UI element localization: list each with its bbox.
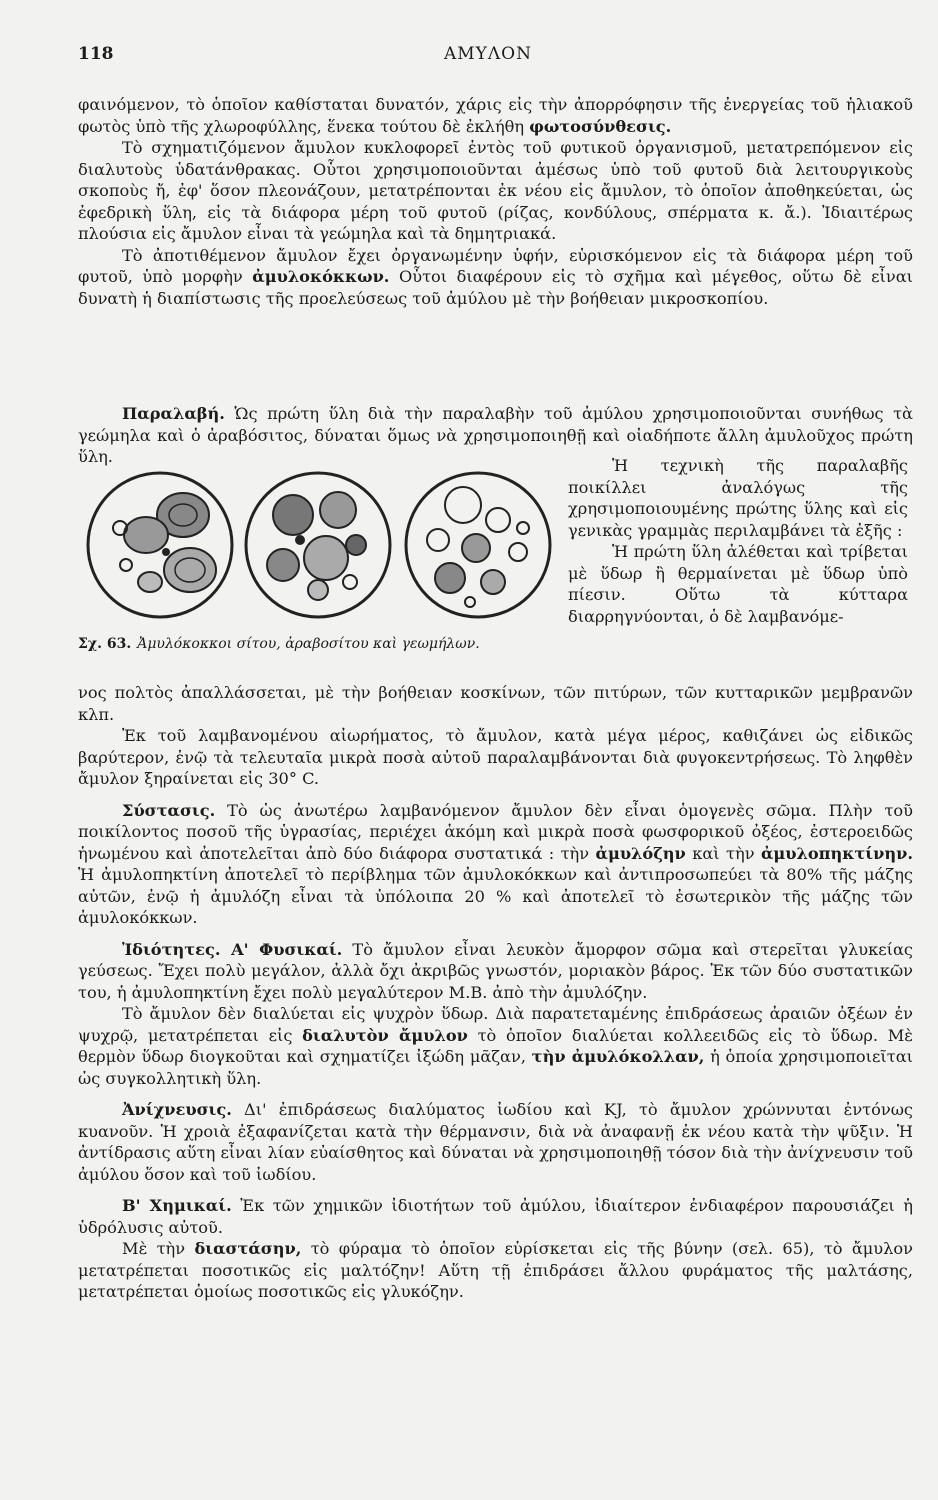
running-title: ΑΜΥΛΟΝ: [444, 44, 532, 64]
paragraph: Ἡ πρώτη ὕλη ἀλέθεται καὶ τρίβεται μὲ ὕδωρ ἢ θερμαίνεται μὲ ὕδωρ ὑπὸ πίεσιν. Οὕτω τὰ κύτταρα διαρρηγνύονται, ὁ δὲ λαμβανόμε-: [568, 542, 908, 626]
text-run: καὶ τὴν: [685, 843, 761, 863]
text-run: Οὗτοι διαφέρουν εἰς τὸ σχῆμα καὶ μέγεθος, οὕτω δὲ εἶναι δυνατὴ ἡ διαπίστωσις τῆς προελεύσεως τοῦ ἀμύλου μὲ τὴν βοήθειαν μικροσκοπίου.: [78, 267, 913, 308]
text-run: Τὸ ἄμυλον δὲν διαλύεται εἰς ψυχρὸν ὕδωρ. Διὰ παρατεταμένης ἐπιδράσεως ἀραιῶν ὀξέων ἐν ψυχρῷ, μετατρέπεται εἰς: [78, 1004, 913, 1045]
text-run: Ἡ ἀμυλοπηκτίνη ἀποτελεῖ τὸ περίβλημα τῶν ἀμυλοκόκκων καὶ ἀντιπροσωπεύει τὰ 80% τῆς μάζης αὐτῶν, ἐνῷ ἡ ἀμυλόζη εἶναι τὰ ὑπόλοιπα 20 % καὶ ἀποτελεῖ τὸ ἐσωτερικὸν τῆς μάζης τῶν ἀμυλοκόκκων.: [78, 865, 913, 927]
term: ἀμυλόζην: [595, 843, 686, 863]
side-column: [568, 455, 908, 627]
paragraph: Ἡ τεχνικὴ τῆς παραλαβῆς ποικίλλει ἀναλόγως τῆς χρησιμοποιουμένης πρώτης ὕλης καὶ εἰς γενικὰς γραμμὰς περιλαμβάνει τὰ ἑξῆς :: [568, 456, 908, 540]
potato-granules-circle: [406, 473, 550, 617]
paragraph: [78, 94, 913, 137]
main-continued: [78, 682, 913, 1303]
term: φωτοσύνθεσις.: [529, 116, 672, 136]
section-heading: Παραλαβή.: [122, 404, 225, 423]
detection-section: [78, 1099, 913, 1185]
paragraph: νος πολτὸς ἀπαλλάσσεται, μὲ τὴν βοήθειαν κοσκίνων, τῶν πιτύρων, τῶν κυτταρικῶν μεμβρανῶν κλπ.: [78, 683, 913, 724]
figure-63: [78, 470, 568, 670]
term: διαλυτὸν ἄμυλον: [302, 1025, 468, 1045]
paragraph: Τὸ σχηματιζόμενον ἄμυλον κυκλοφορεῖ ἐντὸς τοῦ φυτικοῦ ὀργανισμοῦ, μετατρεπόμενον εἰς διαλυτοὺς ὑδατάνθρακας. Οὗτοι χρησιμοποιοῦνται ἀμέσως ὑπὸ τοῦ φυτοῦ διὰ λειτουργικοὺς σκοποὺς ἤ, ἐφ' ὅσον πλεονάζουν, μετατρέπονται ἐκ νέου εἰς ἄμυλον, τὸ ὁποῖον ἀποθηκεύεται, ὡς ἐφεδρικὴ ὕλη, εἰς τὰ διάφορα μέρη τοῦ φυτοῦ (ρίζας, κονδύλους, σπέρματα κ. ἄ.). Ἰδιαιτέρως πλούσια εἰς ἄμυλον εἶναι τὰ γεώμηλα καὶ τὰ δημητριακά.: [78, 138, 913, 243]
text-run: Ἐκ τῶν χημικῶν ἰδιοτήτων τοῦ ἀμύλου, ἰδιαίτερον ἐνδιαφέρον παρουσιάζει ἡ ὑδρόλυσις αὐτοῦ.: [78, 1196, 914, 1237]
composition-section: [78, 800, 913, 929]
chemical-section: [78, 1195, 913, 1238]
caption-text: Ἀμυλόκοκκοι σίτου, ἀραβοσίτου καὶ γεωμήλων.: [137, 636, 480, 652]
maize-granules-circle: [246, 473, 390, 617]
text-run: Τὸ ὡς ἀνωτέρω λαμβανόμενον ἄμυλον δὲν εἶναι ὁμογενὲς σῶμα. Πλὴν τοῦ ποικίλοντος ποσοῦ τῆς ὑγρασίας, περιέχει ἀκόμη καὶ μικρὰ ποσὰ φωσφορικοῦ ὀξέος, ἐστεροειδῶς ἡνωμένου καὶ ἀποτελεῖται ἀπὸ δύο διάφορα συστατικά : τὴν: [78, 800, 913, 863]
intro-block: [78, 94, 913, 309]
figure-label: Σχ. 63.: [78, 636, 132, 652]
text-run: Δι' ἐπιδράσεως διαλύματος ἰωδίου καὶ KJ, τὸ ἄμυλον χρώννυται ἐντόνως κυανοῦν. Ἡ χροιὰ ἐξαφανίζεται κατὰ τὴν θέρμανσιν, διὰ νὰ ἀναφανῇ ἐκ νέου κατὰ τὴν ψῦξιν. Ἡ ἀντίδρασις αὕτη εἶναι λίαν εὐαίσθητος καὶ δύναται νὰ χρησιμοποιηθῇ τόσον διὰ τὴν ἀνίχνευσιν τοῦ ἀμύλου ὅσον καὶ τοῦ ἰωδίου.: [78, 1100, 913, 1184]
text-run: φαινόμενον, τὸ ὁποῖον καθίσταται δυνατόν, χάρις εἰς τὴν ἀπορρόφησιν τῆς ἐνεργείας τοῦ ἡλιακοῦ φωτὸς ὑπὸ τῆς χλωροφύλλης, ἕνεκα τούτου δὲ ἐκλήθη: [78, 95, 913, 136]
figure-caption: [78, 636, 480, 652]
text-run: Μὲ τὴν: [122, 1239, 195, 1258]
text-run: Τὸ ἀποτιθέμενον ἄμυλον ἔχει ὀργανωμένην ὑφήν, εὑρισκόμενον εἰς τὰ διάφορα μέρη τοῦ φυτοῦ, ὑπὸ μορφὴν: [78, 245, 913, 286]
paragraph: [78, 1003, 913, 1089]
starch-granules-illustration: [78, 470, 568, 630]
paragraph: [78, 1238, 913, 1303]
section-heading: Σύστασις.: [122, 800, 216, 820]
properties-section: [78, 939, 913, 1004]
wheat-granules-circle: [88, 473, 232, 617]
text-run: Τὸ ἄμυλον εἶναι λευκὸν ἄμορφον σῶμα καὶ στερεῖται γλυκείας γεύσεως. Ἔχει πολὺ μεγάλον, ἀλλὰ ὄχι ἀκριβῶς γνωστόν, μοριακὸν βάρος. Ἐκ τῶν δύο συστατικῶν του, ἡ ἀμυλοπηκτίνη ἔχει πολὺ μεγαλύτερον Μ.Β. ἀπὸ τὴν ἀμυλόζην.: [78, 939, 913, 1002]
text-run: Ὡς πρώτη ὕλη διὰ τὴν παραλαβὴν τοῦ ἀμύλου χρησιμοποιοῦνται συνήθως τὰ γεώμηλα καὶ ὁ ἀραβόσιτος, δύναται ὅμως νὰ χρησιμοποιηθῇ καὶ οἱαδήποτε ἄλλη ἀμυλοῦχος πρώτη ὕλη.: [78, 404, 913, 466]
text-run: τὸ φύραμα τὸ ὁποῖον εὑρίσκεται εἰς τῆς βύνην (σελ. 65), τὸ ἄμυλον μετατρέπεται ποσοτικῶς εἰς μαλτόζην! Αὕτη τῇ ἐπιδράσει ἄλλου φυράματος τῆς μαλτάσης, μετατρέπεται ὁμοίως ποσοτικῶς εἰς γλυκόζην.: [78, 1239, 913, 1301]
term: ἀμυλοπηκτίνην.: [760, 843, 913, 863]
term: τὴν ἀμυλόκολλαν,: [531, 1047, 705, 1066]
paragraph: Ἐκ τοῦ λαμβανομένου αἰωρήματος, τὸ ἄμυλον, κατὰ μέγα μέρος, καθιζάνει ὡς εἰδικῶς βαρύτερον, ἐνῷ τὰ τελευταῖα μικρὰ ποσὰ αὐτοῦ παραλαμβάνονται διὰ φυγοκεντρήσεως. Τὸ ληφθὲν ἄμυλον ξηραίνεται εἰς 30° C.: [78, 726, 913, 788]
section-heading: Ἰδιότητες. Α' Φυσικαί.: [122, 939, 343, 959]
page-number: 118: [78, 44, 114, 64]
text-run: τὸ ὁποῖον διαλύεται κολλεειδῶς εἰς τὸ ὕδωρ. Μὲ θερμὸν ὕδωρ διογκοῦται καὶ σχηματίζει ἰξώδη μᾶζαν,: [78, 1025, 913, 1066]
term: ἀμυλοκόκκων.: [252, 267, 390, 286]
term: διαστάσην,: [194, 1239, 302, 1258]
text-run: ἡ ὁποία χρησιμοποιεῖται ὡς συγκολλητικὴ ὕλη.: [78, 1047, 913, 1088]
section-heading: Ἀνίχνευσις.: [122, 1100, 232, 1119]
page-header: [78, 44, 898, 80]
paragraph: [78, 245, 913, 310]
section-heading: Β' Χημικαί.: [122, 1196, 232, 1215]
